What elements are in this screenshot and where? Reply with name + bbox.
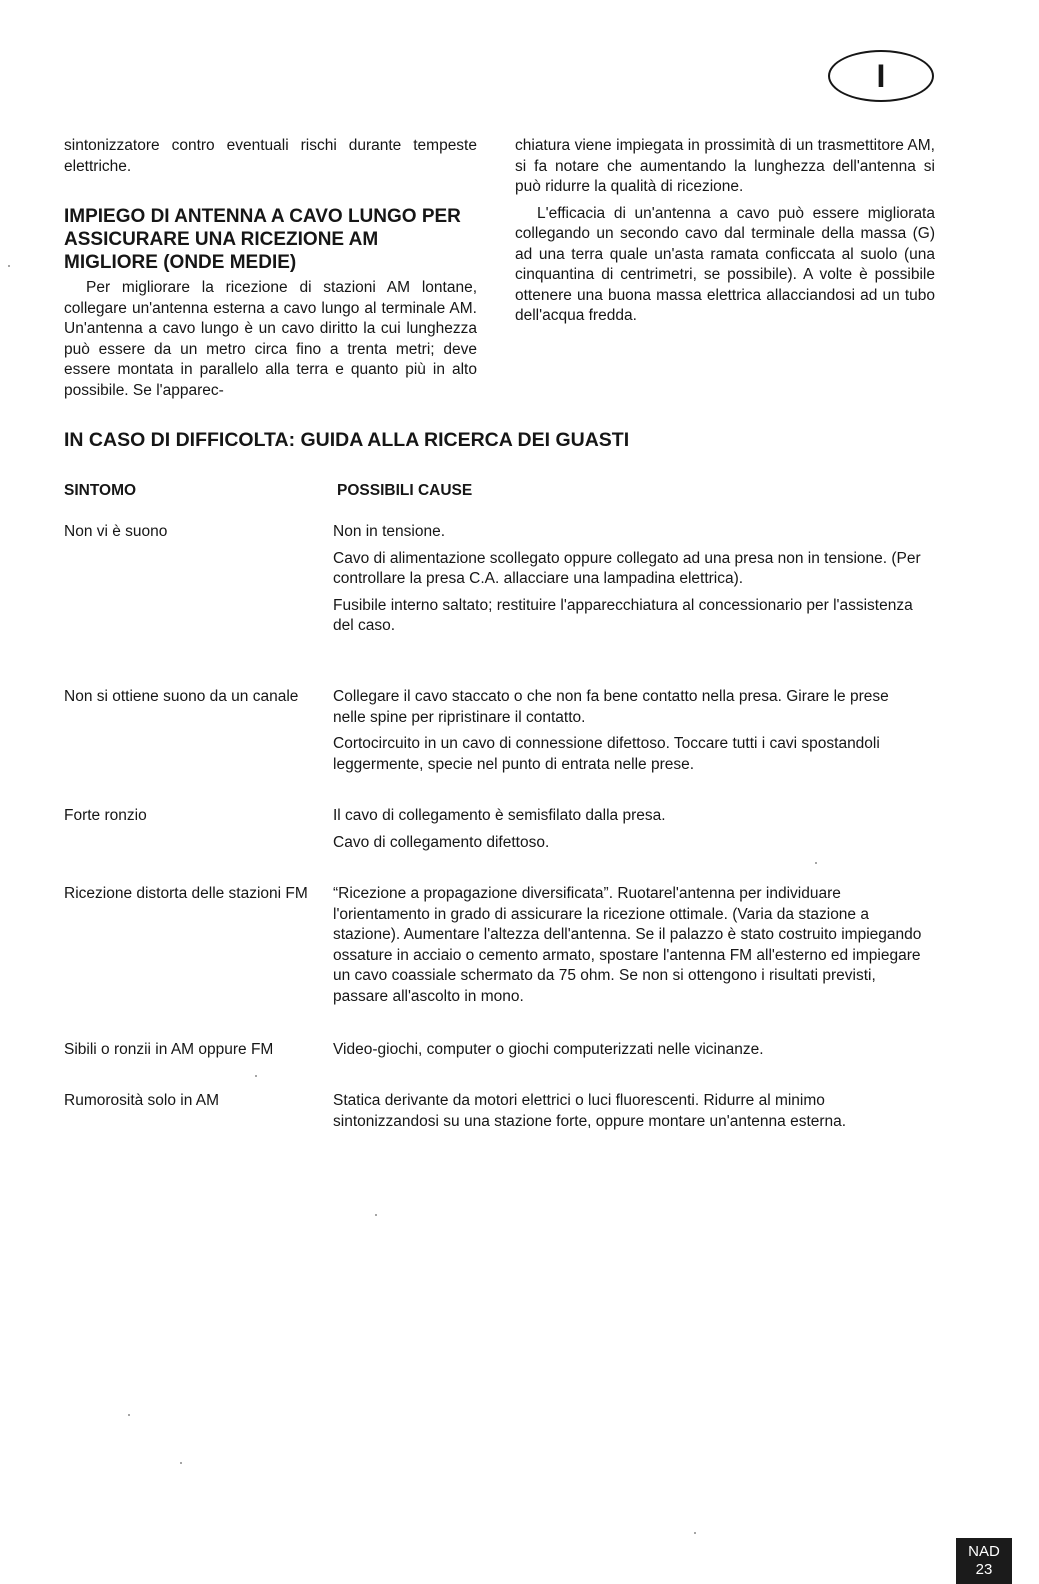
right-paragraph-2: L'efficacia di un'antenna a cavo può essere migliorata collegando un secondo cavo dal terminale della massa (G) ad una terra quale un'asta ramata conficcata al suolo (una cinquantina di centrimetri, se possibile). A volte è possibile ottenere una buona massa elettrica allacciandosi ad un tubo dell'acqua fredda. [515,204,935,324]
causes-cell [333,806,923,859]
cause-item: Non in tensione. [333,523,446,540]
causes-cell [333,522,923,643]
symptom-cell: Rumorosità solo in AM [64,1092,220,1109]
brand-name: NAD [968,1543,1000,1560]
left-column [64,136,477,407]
cause-item: Cavo di alimentazione scollegato oppure collegato ad una presa non in tensione. (Per controllare la presa C.A. allacciare una lampadina elettrica). [333,549,921,587]
scan-speck [128,1414,130,1416]
page-number: 23 [975,1561,993,1578]
cause-item: Il cavo di collegamento è semisfilato dalla presa. [333,807,666,824]
intro-paragraph: sintonizzatore contro eventuali rischi durante tempeste elettriche. [64,137,477,175]
right-column [515,136,935,333]
cause-item: Cavo di collegamento difettoso. [333,833,550,851]
causes-cell [333,884,923,1013]
symptom-cell: Sibili o ronzii in AM oppure FM [64,1041,274,1058]
causes-column-header: POSSIBILI CAUSE [337,482,473,499]
symptom-cell: Ricezione distorta delle stazioni FM [64,885,308,902]
cause-item: Fusibile interno saltato; restituire l'apparecchiatura al concessionario per l'assistenza del caso. [333,596,913,634]
symptom-cell: Forte ronzio [64,807,147,824]
scan-speck [8,265,10,267]
scan-speck [375,1214,377,1216]
causes-cell [333,1091,923,1138]
brand-page-box [956,1538,1012,1584]
symptom-column-header: SINTOMO [64,482,137,499]
cause-item: “Ricezione a propagazione diversificata”. Ruotarel'antenna per individuare l'orientamento in grado di assicurare la ricezione ottimale. (Varia da stazione a stazione). Aumentare l'altezza dell'antenna. Se il palazzo è stato costruito impiegando ossature in acciaio o cemento armato, spostare l'antenna FM all'esterno ed impiegare un cavo coassiale schermato da 75 ohm. Se non si ottengono i risultati previsti, passare all'ascolto in mono. [333,885,922,1005]
scan-speck [815,862,817,864]
cause-item: Collegare il cavo staccato o che non fa bene contatto nella presa. Girare le prese nelle spine per ripristinare il contatto. [333,688,889,726]
scan-speck [694,1532,696,1534]
right-paragraph-1: chiatura viene impiegata in prossimità di un trasmettitore AM, si fa notare che aumentando la lunghezza dell'antenna si può ridurre la qualità di ricezione. [515,137,935,195]
troubleshooting-title: IN CASO DI DIFFICOLTA: GUIDA ALLA RICERCA DEI GUASTI [64,429,630,451]
causes-cell [333,1040,923,1067]
symptom-cell: Non vi è suono [64,523,168,540]
causes-cell [333,687,923,781]
antenna-paragraph: Per migliorare la ricezione di stazioni AM lontane, collegare un'antenna esterna a cavo lungo al terminale AM. Un'antenna a cavo lungo è un cavo diritto la cui lunghezza può essere da un metro circa fino a trenta metri; deve essere montata in parallelo alla terra e quanto più in alto possibile. Se l'apparec- [64,279,477,399]
language-badge: I [828,50,934,102]
cause-item: Statica derivante da motori elettrici o luci fluorescenti. Ridurre al minimo sintonizzandosi su una stazione forte, oppure montare un'antenna esterna. [333,1092,847,1130]
symptom-cell: Non si ottiene suono da un canale [64,688,299,705]
scan-speck [255,1075,257,1077]
cause-item: Video-giochi, computer o giochi computerizzati nelle vicinanze. [333,1041,764,1058]
scan-speck [180,1462,182,1464]
antenna-heading: IMPIEGO DI ANTENNA A CAVO LUNGO PER ASSICURARE UNA RICEZIONE AM MIGLIORE (ONDE MEDIE) [64,206,461,273]
cause-item: Cortocircuito in un cavo di connessione difettoso. Toccare tutti i cavi spostandoli leggermente, specie nel punto di entrata nelle prese. [333,735,880,773]
